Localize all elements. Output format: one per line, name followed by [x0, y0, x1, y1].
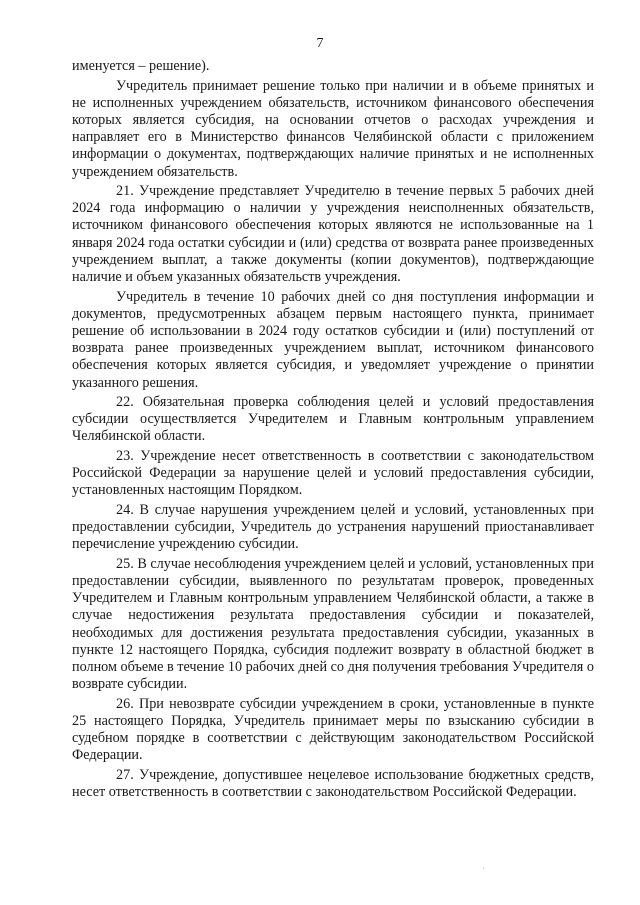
paragraph-item-27: 27. Учреждение, допустившее нецелевое использование бюджетных средств, несет ответственность в соответствии с законодательством Российской Федерации.: [72, 766, 594, 800]
paragraph-item-21: 21. Учреждение представляет Учредителю в течение первых 5 рабочих дней 2024 года информацию о наличии у учреждения неисполненных обязательств, источником финансового обеспечения которых являются не использованные на 1 января 2024 года остатки субсидии и (или) средства от возврата ранее произведенных учреждением выплат, а также документы (копии документов), подтверждающие наличие и объем указанных обязательств учреждения.: [72, 183, 594, 286]
scan-speck: [483, 868, 484, 869]
paragraph-item-21-founder: Учредитель в течение 10 рабочих дней со дня поступления информации и документов, предусмотренных абзацем первым настоящего пункта, принимает решение об использовании в 2024 году остатков субсидии и (или) поступлений от возврата ранее произведенных учреждением выплат, источником финансового обеспечения которых является субсидия, и уведомляет учреждение о принятии указанного решения.: [72, 288, 594, 391]
paragraph-item-23: 23. Учреждение несет ответственность в соответствии с законодательством Российской Федерации за нарушение целей и условий предоставления субсидии, установленных настоящим Порядком.: [72, 447, 594, 499]
paragraph-item-25: 25. В случае несоблюдения учреждением целей и условий, установленных при предоставлении субсидии, выявленного по результатам проверок, проведенных Учредителем и Главным контрольным управлением Челябинской области, а также в случае недостижения результата предоставления субсидии и показателей, необходимых для достижения результата предоставления субсидии, указанных в пункте 12 настоящего Порядка, субсидия подлежит возврату в областной бюджет в полном объеме в течение 10 рабочих дней со дня получения требования Учредителя о возврате субсидии.: [72, 555, 594, 693]
paragraph-continuation: именуется – решение).: [72, 58, 210, 74]
paragraph-item-24: 24. В случае нарушения учреждением целей и условий, установленных при предоставлении субсидии, Учредитель до устранения нарушений приостанавливает перечисление учреждению субсидии.: [72, 501, 594, 553]
document-body: [72, 58, 594, 804]
page-number: 7: [316, 36, 324, 51]
paragraph-item-22: 22. Обязательная проверка соблюдения целей и условий предоставления субсидии осуществляется Учредителем и Главным контрольным управлением Челябинской области.: [72, 394, 594, 445]
paragraph-founder-decision: Учредитель принимает решение только при наличии и в объеме принятых и не исполненных учреждением обязательств, источником финансового обеспечения которых является субсидия, на основании отчетов о расходах учреждения и направляет его в Министерство финансов Челябинской области с приложением информации о документах, подтверждающих наличие принятых и не исполненных учреждением обязательств.: [72, 77, 594, 180]
paragraph-item-26: 26. При невозврате субсидии учреждением в сроки, установленные в пункте 25 настоящего Порядка, Учредитель принимает меры по взысканию субсидии в судебном порядке в соответствии с действующим законодательством Российской Федерации.: [72, 695, 594, 764]
